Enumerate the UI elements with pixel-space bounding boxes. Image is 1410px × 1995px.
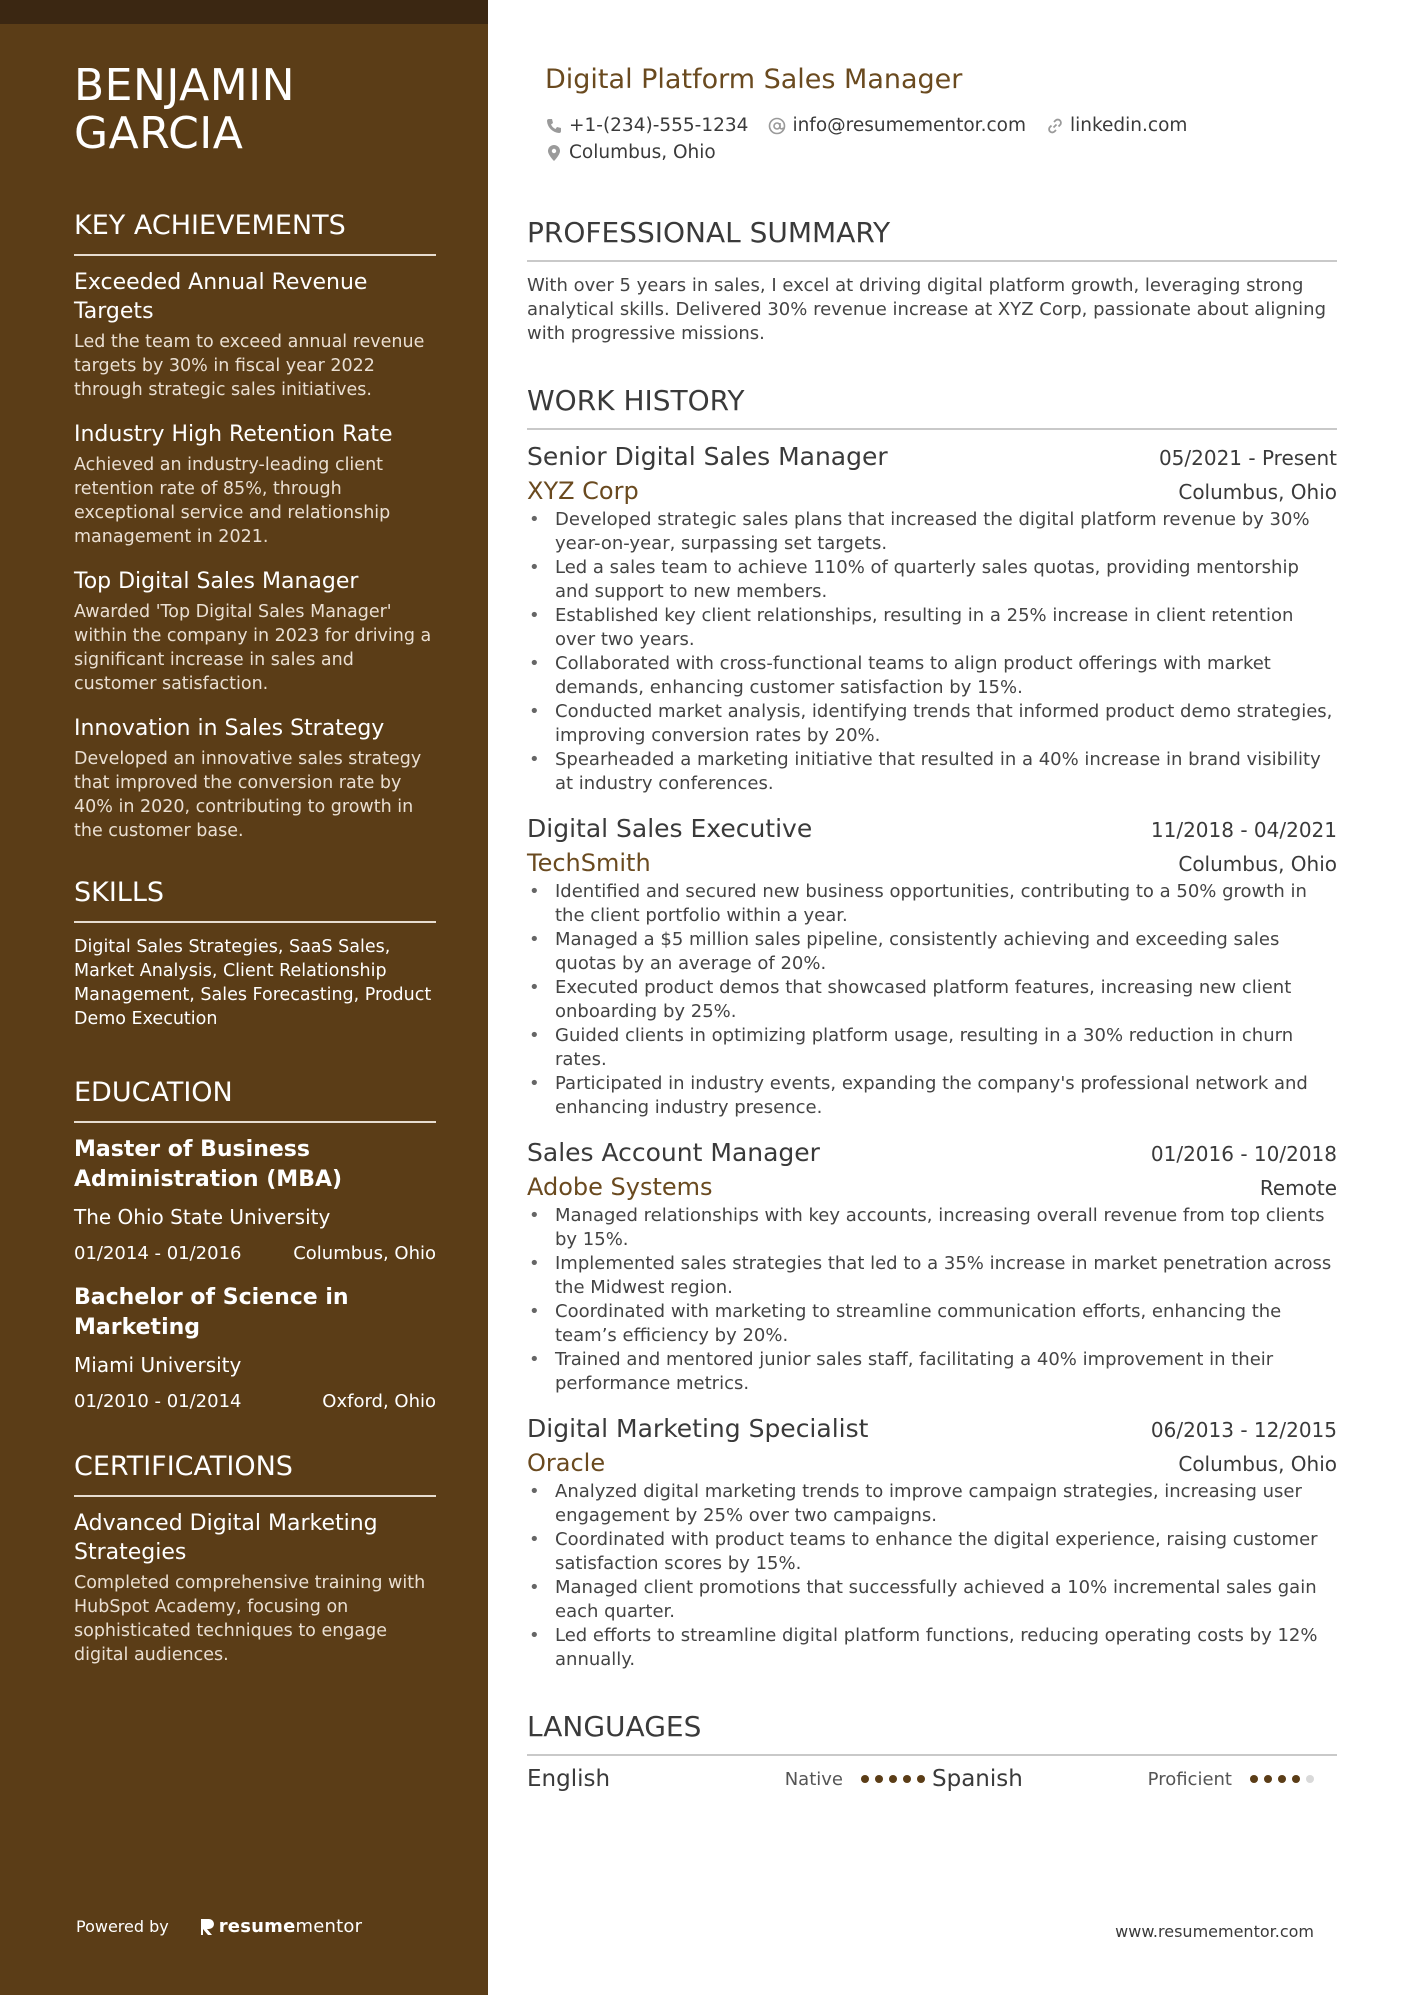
job-bullet: • Implemented sales strategies that led to a 35% increase in market penetration across the Midwest region. xyxy=(527,1252,1337,1300)
language-name: Spanish xyxy=(932,1766,1023,1792)
achievement-item xyxy=(74,420,436,549)
job-entry xyxy=(527,1412,1337,1672)
job-company-row xyxy=(527,474,1337,508)
location-contact xyxy=(545,142,716,163)
achievement-desc: Achieved an industry-leading client retention rate of 85%, through exceptional service and relationship management in 2021. xyxy=(74,455,391,547)
language-level: Native xyxy=(784,1768,843,1790)
skills-heading: SKILLS xyxy=(74,877,436,923)
job-company-row xyxy=(527,1170,1337,1204)
job-bullet: • Analyzed digital marketing trends to improve campaign strategies, increasing user engagement by 25% over two campaigns. xyxy=(527,1480,1337,1528)
job-company-row xyxy=(527,1446,1337,1480)
achievement-desc: Led the team to exceed annual revenue targets by 30% in fiscal year 2022 through strategic sales initiatives. xyxy=(74,332,425,400)
job-company: Oracle xyxy=(527,1449,606,1477)
education-degree: Master of Business Administration (MBA) xyxy=(74,1137,343,1192)
language-rating xyxy=(1250,1775,1320,1783)
rating-dot xyxy=(1278,1775,1286,1783)
language-item xyxy=(932,1766,1337,1792)
achievement-title: Innovation in Sales Strategy xyxy=(74,716,385,741)
job-role: Digital Sales Executive xyxy=(527,814,813,843)
job-role: Sales Account Manager xyxy=(527,1138,820,1167)
achievement-item xyxy=(74,714,436,843)
brand-prefix: resume xyxy=(218,1916,296,1937)
main-content xyxy=(527,216,1337,1792)
linkedin-contact[interactable] xyxy=(1046,115,1187,136)
achievement-desc: Awarded 'Top Digital Sales Manager' within the company in 2023 for driving a significant increase in sales and customer satisfaction. xyxy=(74,602,432,694)
skills-section xyxy=(74,877,436,1031)
job-bullet: • Identified and secured new business opportunities, contributing to a 50% growth in the client portfolio within a year. xyxy=(527,880,1337,928)
rating-dot xyxy=(1306,1775,1314,1783)
education-location: Columbus, Ohio xyxy=(293,1243,436,1264)
job-location: Remote xyxy=(1259,1176,1337,1200)
job-bullet: • Guided clients in optimizing platform usage, resulting in a 30% reduction in churn rates. xyxy=(527,1024,1337,1072)
contact-info xyxy=(545,112,1325,166)
job-bullet: • Executed product demos that showcased platform features, increasing new client onboarding by 25%. xyxy=(527,976,1337,1024)
achievement-item xyxy=(74,567,436,696)
education-meta xyxy=(74,1241,436,1267)
email-icon xyxy=(768,117,786,135)
footer-url[interactable]: www.resumementor.com xyxy=(1115,1922,1314,1941)
language-level: Proficient xyxy=(1147,1768,1232,1790)
job-company-row xyxy=(527,846,1337,880)
job-bullets xyxy=(527,880,1337,1120)
job-entry xyxy=(527,812,1337,1120)
job-header xyxy=(527,812,1337,846)
work-history-heading: WORK HISTORY xyxy=(527,384,1337,430)
job-bullets xyxy=(527,1204,1337,1396)
job-bullet: • Collaborated with cross-functional teams to align product offerings with market demands, enhancing customer satisfaction by 15%. xyxy=(527,652,1337,700)
powered-by-label: Powered by xyxy=(76,1917,169,1936)
job-bullet: • Managed relationships with key accounts, increasing overall revenue from top clients by 15%. xyxy=(527,1204,1337,1252)
certification-item xyxy=(74,1509,436,1667)
job-location: Columbus, Ohio xyxy=(1178,480,1337,504)
job-location: Columbus, Ohio xyxy=(1178,1452,1337,1476)
job-bullet: • Coordinated with product teams to enhance the digital experience, raising customer satisfaction scores by 15%. xyxy=(527,1528,1337,1576)
education-school: The Ohio State University xyxy=(74,1205,331,1229)
education-item xyxy=(74,1283,436,1415)
job-company: TechSmith xyxy=(527,849,651,877)
job-bullet: • Led efforts to streamline digital platform functions, reducing operating costs by 12% annually. xyxy=(527,1624,1337,1672)
rating-dot xyxy=(1250,1775,1258,1783)
phone-icon xyxy=(545,117,563,135)
rating-dot xyxy=(1292,1775,1300,1783)
skills-list: Digital Sales Strategies, SaaS Sales, Market Analysis, Client Relationship Management, Sales Forecasting, Product Demo Execution xyxy=(74,937,432,1029)
summary-text: With over 5 years in sales, I excel at driving digital platform growth, leveraging strong analytical skills. Delivered 30% revenue increase at XYZ Corp, passionate about aligning with progressive missions. xyxy=(527,275,1326,344)
work-history-section xyxy=(527,384,1337,1672)
job-bullet: • Participated in industry events, expanding the company's professional network and enhancing industry presence. xyxy=(527,1072,1337,1120)
contact-row xyxy=(545,139,1325,166)
languages-heading: LANGUAGES xyxy=(527,1710,1337,1756)
achievement-item xyxy=(74,268,436,402)
job-bullet: • Spearheaded a marketing initiative that resulted in a 40% increase in brand visibility at industry conferences. xyxy=(527,748,1337,796)
achievements-heading: KEY ACHIEVEMENTS xyxy=(74,210,436,256)
job-bullet: • Led a sales team to achieve 110% of quarterly sales quotas, providing mentorship and support to new members. xyxy=(527,556,1337,604)
job-title: Digital Platform Sales Manager xyxy=(545,64,963,95)
job-bullet: • Trained and mentored junior sales staff, facilitating a 40% improvement in their performance metrics. xyxy=(527,1348,1337,1396)
sidebar xyxy=(0,0,488,1995)
job-role: Senior Digital Sales Manager xyxy=(527,442,888,471)
job-company: Adobe Systems xyxy=(527,1173,713,1201)
achievement-desc: Developed an innovative sales strategy that improved the conversion rate by 40% in 2020, contributing to growth in the customer base. xyxy=(74,749,422,841)
job-header xyxy=(527,1412,1337,1446)
resumementor-logo[interactable] xyxy=(199,1916,362,1937)
resumementor-logo-icon xyxy=(199,1917,215,1937)
brand-suffix: mentor xyxy=(295,1916,363,1937)
education-meta xyxy=(74,1389,436,1415)
summary-heading: PROFESSIONAL SUMMARY xyxy=(527,216,1337,262)
location-text: Columbus, Ohio xyxy=(569,142,716,163)
languages-section xyxy=(527,1710,1337,1792)
education-degree: Bachelor of Science in Marketing xyxy=(74,1285,349,1340)
first-name: BENJAMIN xyxy=(74,60,296,111)
achievement-title: Top Digital Sales Manager xyxy=(74,569,359,594)
job-dates: 05/2021 - Present xyxy=(1158,446,1337,470)
location-pin-icon xyxy=(545,144,563,162)
job-entry xyxy=(527,440,1337,796)
rating-dot xyxy=(917,1775,925,1783)
phone-text: +1-(234)-555-1234 xyxy=(569,115,749,136)
achievement-title: Exceeded Annual Revenue Targets xyxy=(74,270,368,324)
job-bullet: • Conducted market analysis, identifying trends that informed product demo strategies, improving conversion rates by 20%. xyxy=(527,700,1337,748)
powered-by xyxy=(76,1916,362,1937)
language-name: English xyxy=(527,1766,611,1792)
job-dates: 01/2016 - 10/2018 xyxy=(1150,1142,1337,1166)
job-dates: 06/2013 - 12/2015 xyxy=(1150,1418,1337,1442)
link-icon xyxy=(1046,117,1064,135)
job-bullet: • Managed client promotions that successfully achieved a 10% incremental sales gain each quarter. xyxy=(527,1576,1337,1624)
achievement-title: Industry High Retention Rate xyxy=(74,422,393,447)
candidate-name xyxy=(74,62,436,158)
certification-title: Advanced Digital Marketing Strategies xyxy=(74,1511,378,1565)
certification-desc: Completed comprehensive training with HubSpot Academy, focusing on sophisticated techniques to engage digital audiences. xyxy=(74,1573,426,1665)
job-role: Digital Marketing Specialist xyxy=(527,1414,869,1443)
languages-row xyxy=(527,1766,1337,1792)
phone-contact[interactable] xyxy=(545,115,748,136)
email-text: info@resumementor.com xyxy=(792,115,1026,136)
rating-dot xyxy=(875,1775,883,1783)
contact-row xyxy=(545,112,1325,139)
job-location: Columbus, Ohio xyxy=(1178,852,1337,876)
job-header xyxy=(527,440,1337,474)
job-bullets xyxy=(527,1480,1337,1672)
education-heading: EDUCATION xyxy=(74,1077,436,1123)
job-header xyxy=(527,1136,1337,1170)
certifications-heading: CERTIFICATIONS xyxy=(74,1451,436,1497)
job-bullets xyxy=(527,508,1337,796)
job-bullet: • Developed strategic sales plans that increased the digital platform revenue by 30% year-on-year, surpassing set targets. xyxy=(527,508,1337,556)
last-name: GARCIA xyxy=(74,108,244,159)
rating-dot xyxy=(889,1775,897,1783)
linkedin-text: linkedin.com xyxy=(1069,115,1188,136)
language-rating xyxy=(861,1775,931,1783)
job-dates: 11/2018 - 04/2021 xyxy=(1150,818,1337,842)
job-bullet: • Managed a $5 million sales pipeline, consistently achieving and exceeding sales quotas by an average of 20%. xyxy=(527,928,1337,976)
rating-dot xyxy=(861,1775,869,1783)
education-section xyxy=(74,1077,436,1415)
education-item xyxy=(74,1135,436,1267)
education-school: Miami University xyxy=(74,1353,242,1377)
education-location: Oxford, Ohio xyxy=(322,1391,436,1412)
summary-section xyxy=(527,216,1337,346)
email-contact[interactable] xyxy=(768,115,1026,136)
job-bullet: • Coordinated with marketing to streamline communication efforts, enhancing the team’s efficiency by 20%. xyxy=(527,1300,1337,1348)
achievements-section xyxy=(74,210,436,843)
sidebar-content xyxy=(74,62,436,1685)
language-item xyxy=(527,1766,932,1792)
rating-dot xyxy=(903,1775,911,1783)
education-dates: 01/2014 - 01/2016 xyxy=(74,1243,242,1264)
sidebar-top-bar xyxy=(0,0,488,24)
certifications-section xyxy=(74,1451,436,1667)
job-entry xyxy=(527,1136,1337,1396)
education-dates: 01/2010 - 01/2014 xyxy=(74,1391,242,1412)
rating-dot xyxy=(1264,1775,1272,1783)
job-company: XYZ Corp xyxy=(527,477,639,505)
job-bullet: • Established key client relationships, resulting in a 25% increase in client retention over two years. xyxy=(527,604,1337,652)
